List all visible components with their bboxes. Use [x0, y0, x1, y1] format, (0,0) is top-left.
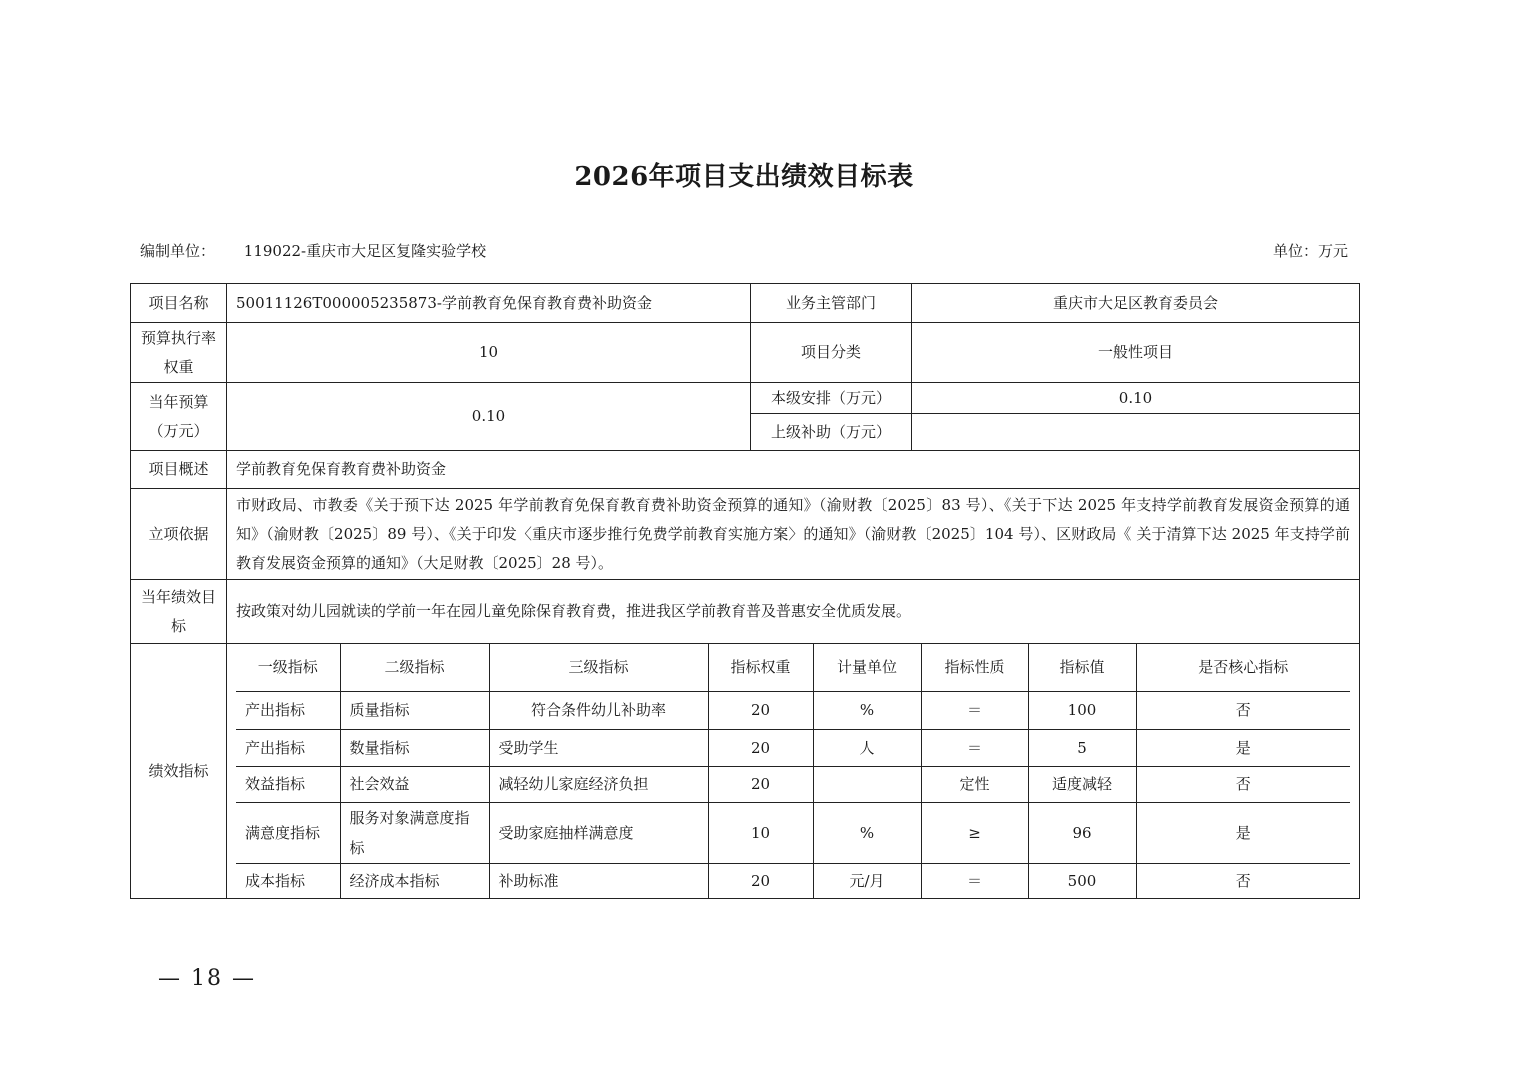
column-header: 指标性质	[921, 644, 1028, 691]
project-overview-value: 学前教育免保育教育费补助资金	[227, 451, 1360, 489]
currency-unit-note: 单位：万元	[1272, 242, 1348, 260]
compiling-unit	[140, 240, 486, 261]
table-cell: 产出指标	[236, 729, 340, 766]
page-title: 2026年项目支出绩效目标表	[574, 162, 914, 192]
table-cell: 成本指标	[236, 863, 340, 898]
table-cell: ＝	[921, 729, 1028, 766]
current-budget-row	[131, 383, 1360, 414]
indicators-header-row	[236, 644, 1350, 691]
table-cell: 20	[708, 863, 813, 898]
table-cell: 是	[1136, 729, 1350, 766]
project-name-row	[131, 284, 1360, 323]
table-cell: 定性	[921, 766, 1028, 802]
current-budget-label: 当年预算（万元）	[131, 383, 227, 451]
table-cell: 适度减轻	[1028, 766, 1136, 802]
compiling-unit-value: 119022-重庆市大足区复隆实验学校	[243, 242, 487, 260]
annual-goal-label: 当年绩效目标	[131, 580, 227, 644]
table-cell: 100	[1028, 691, 1136, 729]
overview-row	[131, 451, 1360, 489]
superior-subsidy-label: 上级补助（万元）	[751, 414, 912, 451]
table-cell: 效益指标	[236, 766, 340, 802]
table-cell: 20	[708, 691, 813, 729]
table-cell: 是	[1136, 802, 1350, 863]
table-cell: ＝	[921, 691, 1028, 729]
table-cell: 产出指标	[236, 691, 340, 729]
project-category-label: 项目分类	[751, 323, 912, 383]
table-row	[236, 802, 1350, 863]
annual-goal-row	[131, 580, 1360, 644]
table-cell: 数量指标	[340, 729, 489, 766]
superior-subsidy-value	[912, 414, 1360, 451]
table-cell: 500	[1028, 863, 1136, 898]
annual-goal-value: 按政策对幼儿园就读的学前一年在园儿童免除保育教育费，推进我区学前教育普及普惠安全优质发展。	[227, 580, 1360, 644]
table-cell: ≥	[921, 802, 1028, 863]
table-cell: 5	[1028, 729, 1136, 766]
table-cell: 经济成本指标	[340, 863, 489, 898]
column-header: 三级指标	[489, 644, 708, 691]
table-cell: 96	[1028, 802, 1136, 863]
column-header: 计量单位	[813, 644, 921, 691]
budget-weight-row	[131, 323, 1360, 383]
column-header: 二级指标	[340, 644, 489, 691]
table-cell: 否	[1235, 871, 1251, 890]
budget-weight-label: 预算执行率权重	[131, 323, 227, 383]
local-allocation-label: 本级安排（万元）	[751, 383, 912, 414]
table-row	[236, 863, 1350, 898]
budget-weight-value: 10	[227, 323, 751, 383]
basis-value: 市财政局、市教委《关于预下达 2025 年学前教育免保育教育费补助资金预算的通知》（渝财教〔2025〕83 号）、《关于下达 2025 年支持学前教育发展资金预算的通知》（渝财教〔2025〕89 号）、《关于印发〈重庆市逐步推行免费学前教育实施方案〉的通知》（渝财教〔2025〕104 号）、区财政局《 关于清算下达 2025 年支持学前教育发展资金预算的通知》（大足财教〔2025〕28 号）。	[227, 489, 1360, 580]
table-cell: 满意度指标	[236, 802, 340, 863]
table-cell: 减轻幼儿家庭经济负担	[489, 766, 708, 802]
table-row	[236, 766, 1350, 802]
column-header: 是否核心指标	[1136, 644, 1350, 691]
project-name-value: 50011126T000005235873-学前教育免保育教育费补助资金	[227, 284, 751, 323]
table-cell: ＝	[921, 863, 1028, 898]
table-cell: %	[813, 802, 921, 863]
table-cell	[813, 766, 921, 802]
table-cell: 受助家庭抽样满意度	[489, 802, 708, 863]
compiling-unit-label: 编制单位：	[140, 242, 216, 260]
page-number: — 18 —	[158, 966, 256, 991]
indicators-row	[131, 644, 1360, 899]
indicators-container	[227, 644, 1360, 899]
column-header: 一级指标	[236, 644, 340, 691]
table-cell: 人	[813, 729, 921, 766]
basis-label: 立项依据	[131, 489, 227, 580]
table-cell: 补助标准	[489, 863, 708, 898]
department-label: 业务主管部门	[751, 284, 912, 323]
project-name-label: 项目名称	[131, 284, 227, 323]
indicators-section-label: 绩效指标	[131, 644, 227, 899]
table-cell: %	[813, 691, 921, 729]
performance-target-table	[130, 283, 1360, 899]
column-header: 指标权重	[708, 644, 813, 691]
table-cell: 元/月	[813, 863, 921, 898]
local-allocation-value: 0.10	[912, 383, 1360, 414]
department-value: 重庆市大足区教育委员会	[912, 284, 1360, 323]
table-cell: 服务对象满意度指标	[340, 802, 489, 863]
table-cell: 否	[1136, 766, 1350, 802]
basis-row	[131, 489, 1360, 580]
current-budget-value: 0.10	[227, 383, 751, 451]
table-cell: 质量指标	[340, 691, 489, 729]
project-category-value: 一般性项目	[912, 323, 1360, 383]
table-cell: 社会效益	[340, 766, 489, 802]
project-overview-label: 项目概述	[131, 451, 227, 489]
table-cell: 20	[708, 766, 813, 802]
column-header: 指标值	[1028, 644, 1136, 691]
table-row	[236, 691, 1350, 729]
table-cell: 否	[1136, 691, 1350, 729]
table-cell: 符合条件幼儿补助率	[489, 691, 708, 729]
indicators-table	[236, 644, 1350, 898]
table-cell: 20	[708, 729, 813, 766]
table-cell: 受助学生	[489, 729, 708, 766]
table-cell: 10	[708, 802, 813, 863]
table-row	[236, 729, 1350, 766]
